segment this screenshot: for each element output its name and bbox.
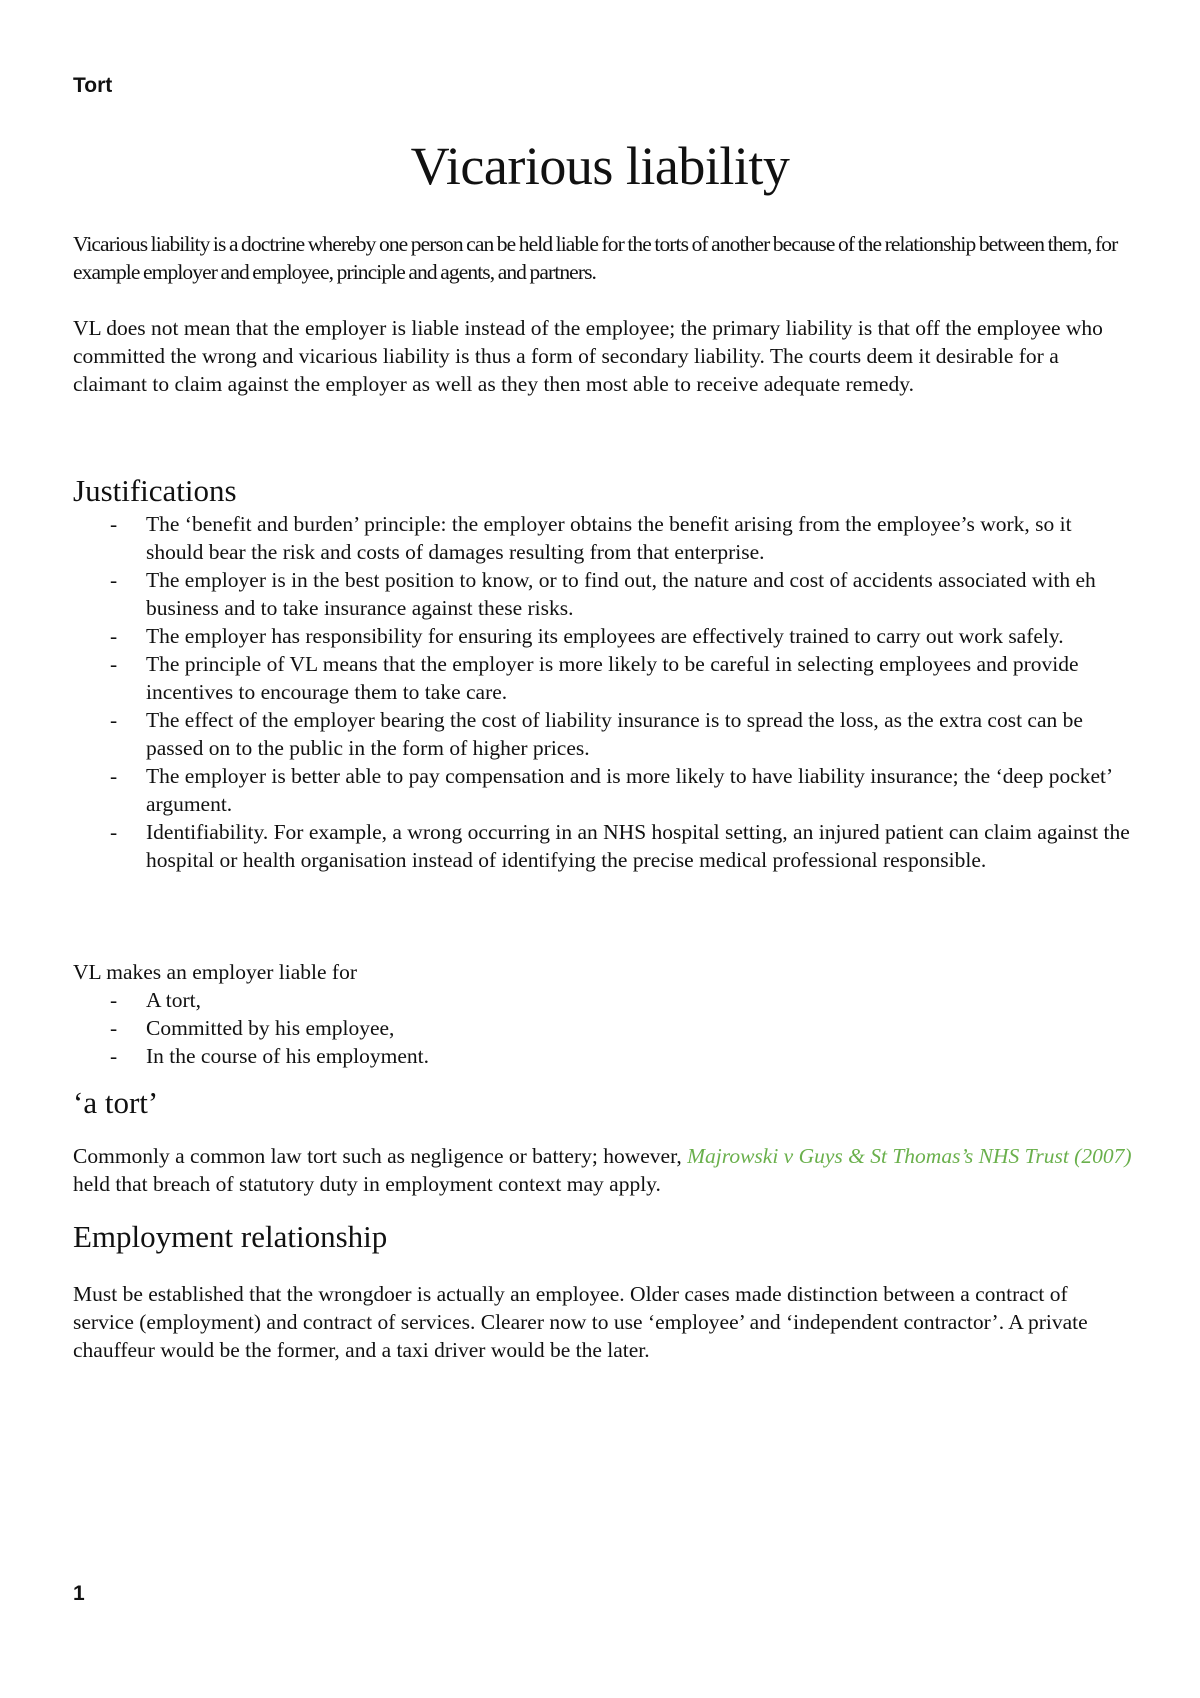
list-item: - Committed by his employee,: [73, 1014, 1133, 1042]
case-citation: Majrowski v Guys & St Thomas’s NHS Trust (2007): [687, 1144, 1132, 1168]
intro-paragraph-2: VL does not mean that the employer is liable instead of the employee; the primary liability is that off the employee who committed the wrong and vicarious liability is thus a form of secondary liability. The courts deem it desirable for a claimant to claim against the employer as well as they then most able to receive adequate remedy.: [73, 316, 1103, 396]
list-item: - Identifiability. For example, a wrong occurring in an NHS hospital setting, an injured patient can claim against the hospital or health organisation instead of identifying the precise medical professional responsible.: [73, 818, 1133, 874]
a-tort-text-after: held that breach of statutory duty in employment context may apply.: [73, 1172, 661, 1196]
intro-paragraph-1: Vicarious liability is a doctrine whereby one person can be held liable for the torts of another because of the relationship between them, for example employer and employee, principle and agents, and partners.: [73, 232, 1118, 284]
a-tort-paragraph: [73, 1142, 1133, 1198]
a-tort-heading: ‘a tort’: [73, 1085, 159, 1120]
justifications-list: [73, 510, 1133, 874]
list-item: - The employer is in the best position to know, or to find out, the nature and cost of accidents associated with eh business and to take insurance against these risks.: [73, 566, 1133, 622]
list-item: - The employer is better able to pay compensation and is more likely to have liability insurance; the ‘deep pocket’ argument.: [73, 762, 1133, 818]
header-label: Tort: [73, 74, 113, 97]
vl-makes-list: [73, 986, 1133, 1070]
vl-makes-intro: VL makes an employer liable for: [73, 960, 357, 984]
justifications-heading: Justifications: [73, 473, 237, 508]
list-item: - The principle of VL means that the employer is more likely to be careful in selecting employees and provide incentives to encourage them to take care.: [73, 650, 1133, 706]
list-item: - The ‘benefit and burden’ principle: the employer obtains the benefit arising from the employee’s work, so it should bear the risk and costs of damages resulting from that enterprise.: [73, 510, 1133, 566]
list-item: - In the course of his employment.: [73, 1042, 1133, 1070]
list-item: - A tort,: [73, 986, 1133, 1014]
page-number: 1: [73, 1582, 85, 1605]
employment-heading: Employment relationship: [73, 1219, 388, 1254]
list-item: - The employer has responsibility for ensuring its employees are effectively trained to carry out work safely.: [73, 622, 1133, 650]
employment-paragraph: Must be established that the wrongdoer is actually an employee. Older cases made distinction between a contract of service (employment) and contract of services. Clearer now to use ‘employee’ and ‘independent contractor’. A private chauffeur would be the former, and a taxi driver would be the later.: [73, 1282, 1088, 1362]
document-body: [73, 230, 1133, 1364]
document-title: Vicarious liability: [410, 136, 790, 196]
a-tort-text-before: Commonly a common law tort such as negligence or battery; however,: [73, 1144, 688, 1168]
list-item: - The effect of the employer bearing the cost of liability insurance is to spread the loss, as the extra cost can be passed on to the public in the form of higher prices.: [73, 706, 1133, 762]
